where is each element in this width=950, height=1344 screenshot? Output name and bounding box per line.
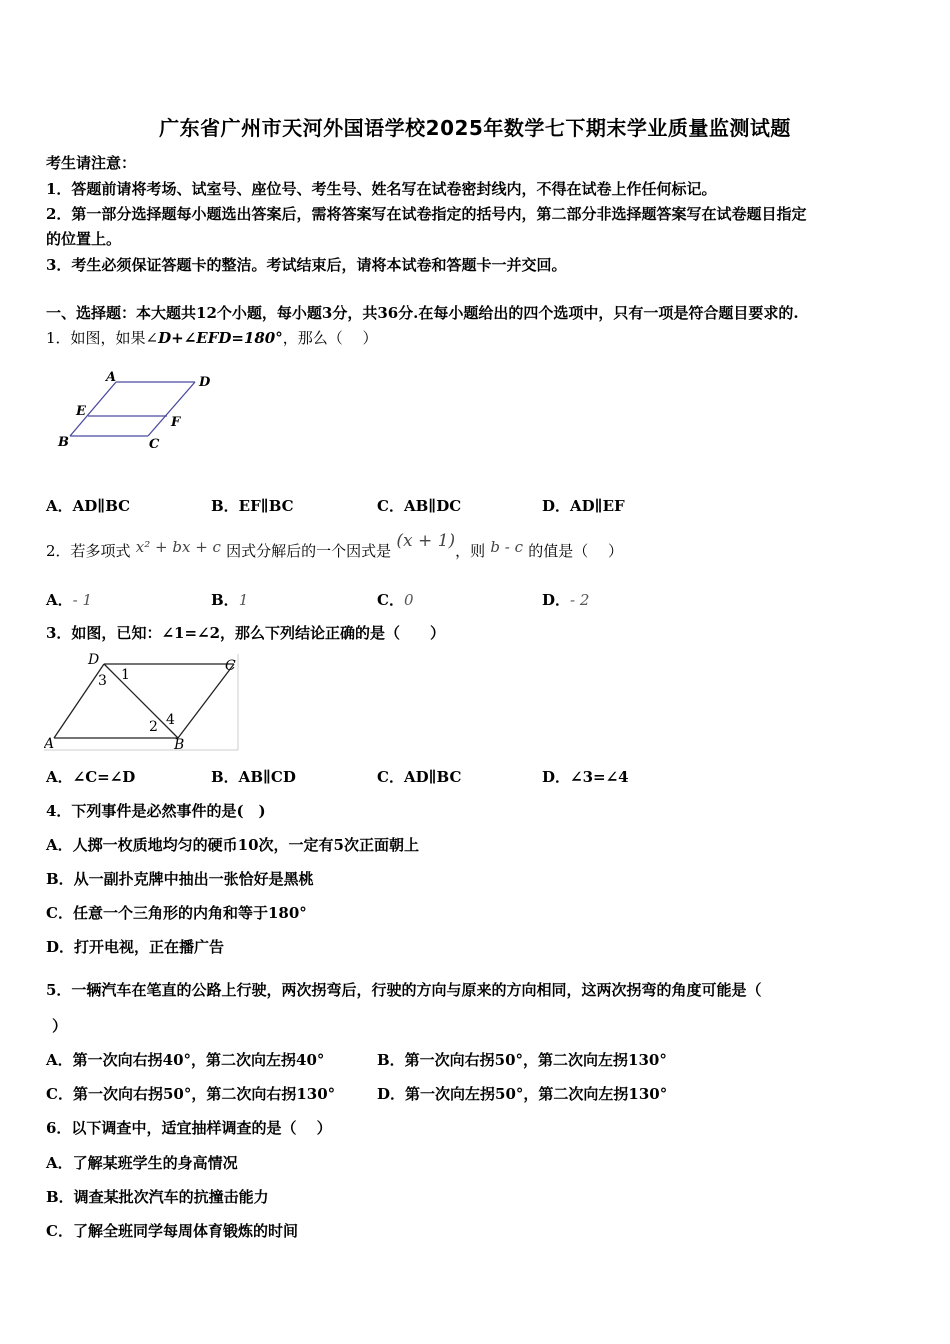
q3-label-c: C <box>225 658 236 674</box>
q1-label-a: A <box>106 370 117 385</box>
q1-text-c: ，那么（ ） <box>282 329 378 347</box>
q3-option-c[interactable]: C．AD∥BC <box>377 768 462 786</box>
notice-item-3: 3．考生必须保证答题卡的整洁。考试结束后，请将本试卷和答题卡一并交回。 <box>46 256 567 274</box>
question-6: 6．以下调查中，适宜抽样调查的是（ ） <box>46 1119 332 1137</box>
q1-label-c: C <box>149 437 160 452</box>
q3-label-angle-3: 3 <box>98 673 107 689</box>
q1-label-f: F <box>171 415 181 430</box>
q2-option-d[interactable] <box>542 589 589 610</box>
section-heading: 一、选择题：本大题共12个小题，每小题3分，共36分.在每小题给出的四个选项中，只有一项是符合题目要求的. <box>46 304 799 322</box>
q2-expression: b - c <box>490 538 524 556</box>
q2-option-a[interactable] <box>46 589 92 610</box>
q3-option-d[interactable]: D．∠3=∠4 <box>542 768 629 786</box>
q1-text-b: D+∠EFD=180° <box>158 329 283 347</box>
q5-option-d[interactable]: D．第一次向左拐50°，第二次向左拐130° <box>377 1085 668 1103</box>
q1-text-a: 1．如图，如果∠ <box>46 329 159 347</box>
q6-option-b[interactable]: B．调查某批次汽车的抗撞击能力 <box>46 1188 269 1206</box>
q2-option-c-value: 0 <box>403 591 414 609</box>
question-3: 3．如图，已知：∠1=∠2，那么下列结论正确的是（ ） <box>46 624 446 642</box>
notice-heading: 考生请注意： <box>46 154 137 172</box>
q3-option-a[interactable]: A．∠C=∠D <box>46 768 136 786</box>
q3-label-d: D <box>88 652 100 668</box>
q2-option-d-letter: D． <box>542 591 571 609</box>
question-1 <box>46 327 378 348</box>
q2-text-b: 因式分解后的一个因式是 <box>226 542 392 560</box>
q1-label-e: E <box>76 404 86 419</box>
q4-option-a[interactable]: A．人掷一枚质地均匀的硬币10次，一定有5次正面朝上 <box>46 836 419 854</box>
q1-figure <box>50 366 230 456</box>
q1-option-d[interactable]: D．AD∥EF <box>542 497 625 515</box>
q3-figure <box>44 650 244 752</box>
q2-option-a-letter: A． <box>46 591 73 609</box>
q3-label-a: A <box>44 736 55 752</box>
q3-option-b[interactable]: B．AB∥CD <box>211 768 296 786</box>
q6-option-c[interactable]: C．了解全班同学每周体育锻炼的时间 <box>46 1222 298 1240</box>
q2-option-a-value: - 1 <box>72 591 93 609</box>
q1-option-b[interactable]: B．EF∥BC <box>211 497 294 515</box>
q4-option-d[interactable]: D．打开电视，正在播广告 <box>46 938 225 956</box>
q2-option-c-letter: C． <box>377 591 404 609</box>
q5-option-b[interactable]: B．第一次向右拐50°，第二次向左拐130° <box>377 1051 667 1069</box>
q5-option-c[interactable]: C．第一次向右拐50°，第二次向右拐130° <box>46 1085 336 1103</box>
q4-option-c[interactable]: C．任意一个三角形的内角和等于180° <box>46 904 307 922</box>
q1-option-a[interactable]: A．AD∥BC <box>46 497 131 515</box>
q2-polynomial: x² + bx + c <box>135 538 221 556</box>
q2-factor: (x + 1) <box>396 531 456 551</box>
question-2 <box>46 531 624 561</box>
question-5: 5．一辆汽车在笔直的公路上行驶，两次拐弯后，行驶的方向与原来的方向相同，这两次拐弯的角度可能是（ <box>46 981 762 999</box>
q2-text-a: 2．若多项式 <box>46 542 131 560</box>
q2-option-c[interactable] <box>377 589 414 610</box>
q1-label-b: B <box>58 435 69 450</box>
q3-label-b: B <box>174 737 185 752</box>
q2-option-b-letter: B． <box>211 591 239 609</box>
notice-item-2: 2．第一部分选择题每小题选出答案后，需将答案写在试卷指定的括号内，第二部分非选择题答案写在试卷题目指定 <box>46 205 807 223</box>
q3-label-angle-1: 1 <box>121 667 130 683</box>
q2-option-d-value: - 2 <box>570 591 590 609</box>
q5-option-a[interactable]: A．第一次向右拐40°，第二次向左拐40° <box>46 1051 325 1069</box>
q3-line-da <box>54 664 104 738</box>
q4-option-b[interactable]: B．从一副扑克牌中抽出一张恰好是黑桃 <box>46 870 314 888</box>
q2-option-b[interactable] <box>211 589 248 610</box>
q1-label-d: D <box>199 375 211 390</box>
page-title: 广东省广州市天河外国语学校2025年数学七下期末学业质量监测试题 <box>159 116 791 140</box>
notice-item-2-cont: 的位置上。 <box>46 230 122 248</box>
notice-item-1: 1．答题前请将考场、试室号、座位号、考生号、姓名写在试卷密封线内，不得在试卷上作任何标记。 <box>46 180 717 198</box>
q6-option-a[interactable]: A．了解某班学生的身高情况 <box>46 1154 238 1172</box>
q1-option-c[interactable]: C．AB∥DC <box>377 497 462 515</box>
q2-text-c: ，则 <box>455 542 486 560</box>
question-5-cont: ） <box>52 1017 68 1035</box>
q2-text-d: 的值是（ ） <box>528 542 624 560</box>
q3-label-angle-4: 4 <box>166 712 175 728</box>
question-4: 4．下列事件是必然事件的是( ) <box>46 802 266 820</box>
q3-line-cb <box>178 664 234 738</box>
q3-label-angle-2: 2 <box>149 719 158 735</box>
q2-option-b-value: 1 <box>238 591 249 609</box>
